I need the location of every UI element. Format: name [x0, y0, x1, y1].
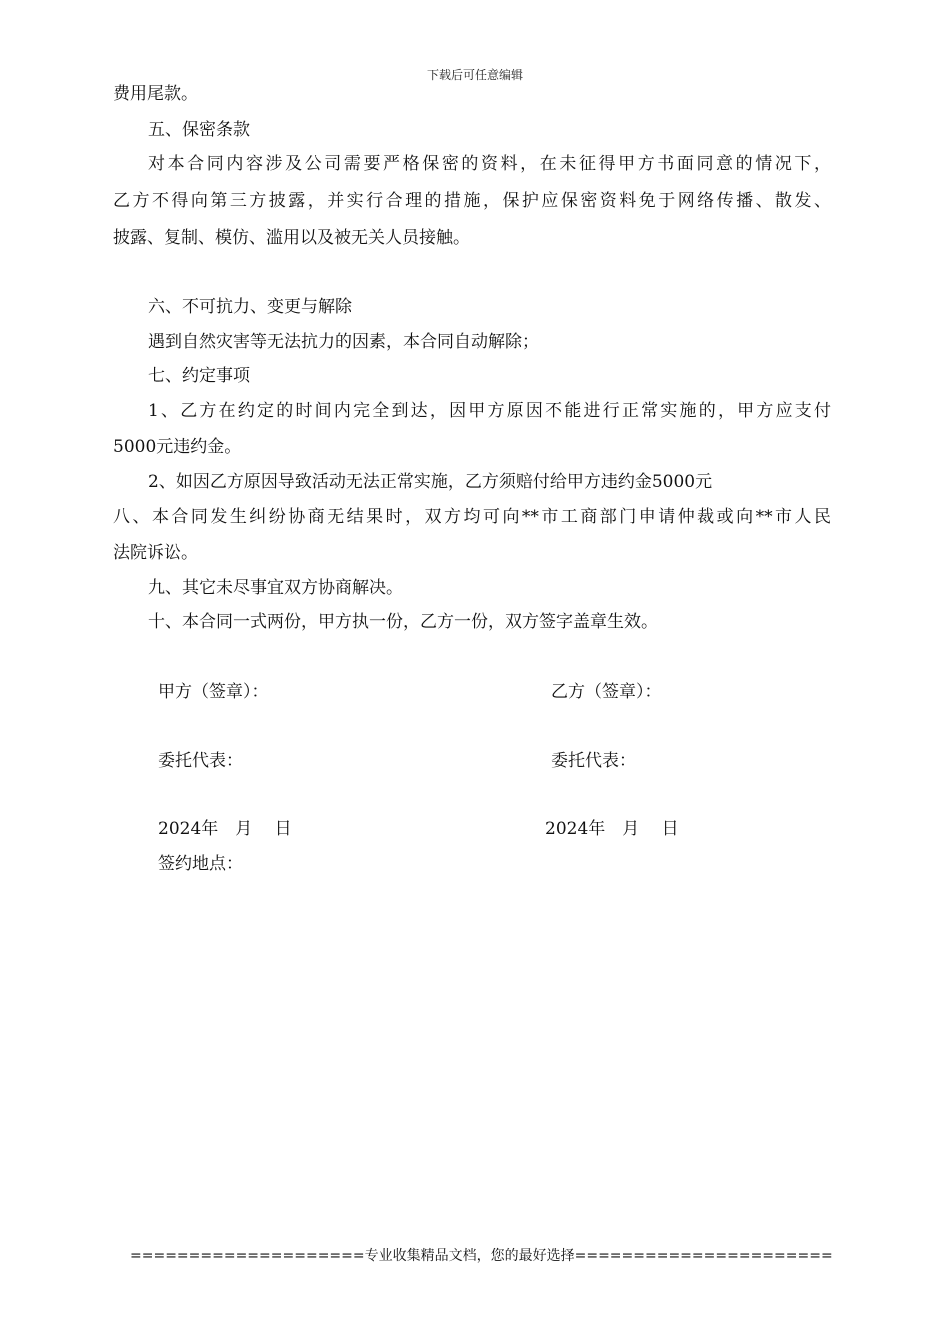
section-6-title: 六、不可抗力、变更与解除	[148, 297, 352, 317]
section-5-title: 五、保密条款	[148, 120, 250, 140]
section-6-text: 遇到自然灾害等无法抗力的因素，本合同自动解除；	[148, 332, 539, 352]
party-a-date: 2024年 月 日	[158, 819, 292, 839]
section-5-paragraph-line: 披露、复制、模仿、滥用以及被无关人员接触。	[113, 228, 470, 248]
section-7-item-2: 2、如因乙方原因导致活动无法正常实施，乙方须赔付给甲方违约金5000元	[148, 472, 713, 492]
section-7-item-1: 1、乙方在约定的时间内完全到达，因甲方原因不能进行正常实施的，甲方应支付	[148, 401, 831, 421]
section-7-item-1-cont: 5000元违约金。	[113, 437, 242, 457]
section-8-text: 八、本合同发生纠纷协商无结果时，双方均可向**市工商部门申请仲裁或向**市人民	[113, 507, 831, 527]
page-header: 下载后可任意编辑	[426, 68, 523, 82]
party-b-representative-label: 委托代表：	[551, 751, 636, 771]
party-a-signature-label: 甲方（签章）：	[158, 682, 269, 702]
section-10-text: 十、本合同一式两份，甲方执一份，乙方一份，双方签字盖章生效。	[148, 612, 658, 632]
party-b-signature-label: 乙方（签章）：	[551, 682, 662, 702]
section-7-title: 七、约定事项	[148, 366, 250, 386]
section-5-paragraph-line: 对本合同内容涉及公司需要严格保密的资料，在未征得甲方书面同意的情况下，	[148, 154, 831, 174]
party-a-representative-label: 委托代表：	[158, 751, 243, 771]
section-9-text: 九、其它未尽事宜双方协商解决。	[148, 578, 403, 598]
signing-location-label: 签约地点：	[158, 854, 243, 874]
section-5-paragraph-line: 乙方不得向第三方披露，并实行合理的措施，保护应保密资料免于网络传播、散发、	[113, 191, 831, 211]
section-8-text-cont: 法院诉讼。	[113, 543, 198, 563]
party-b-date: 2024年 月 日	[545, 819, 679, 839]
page-footer: ====================专业收集精品文档，您的最好选择======================	[130, 1248, 833, 1264]
fee-tail-text: 费用尾款。	[113, 84, 198, 104]
